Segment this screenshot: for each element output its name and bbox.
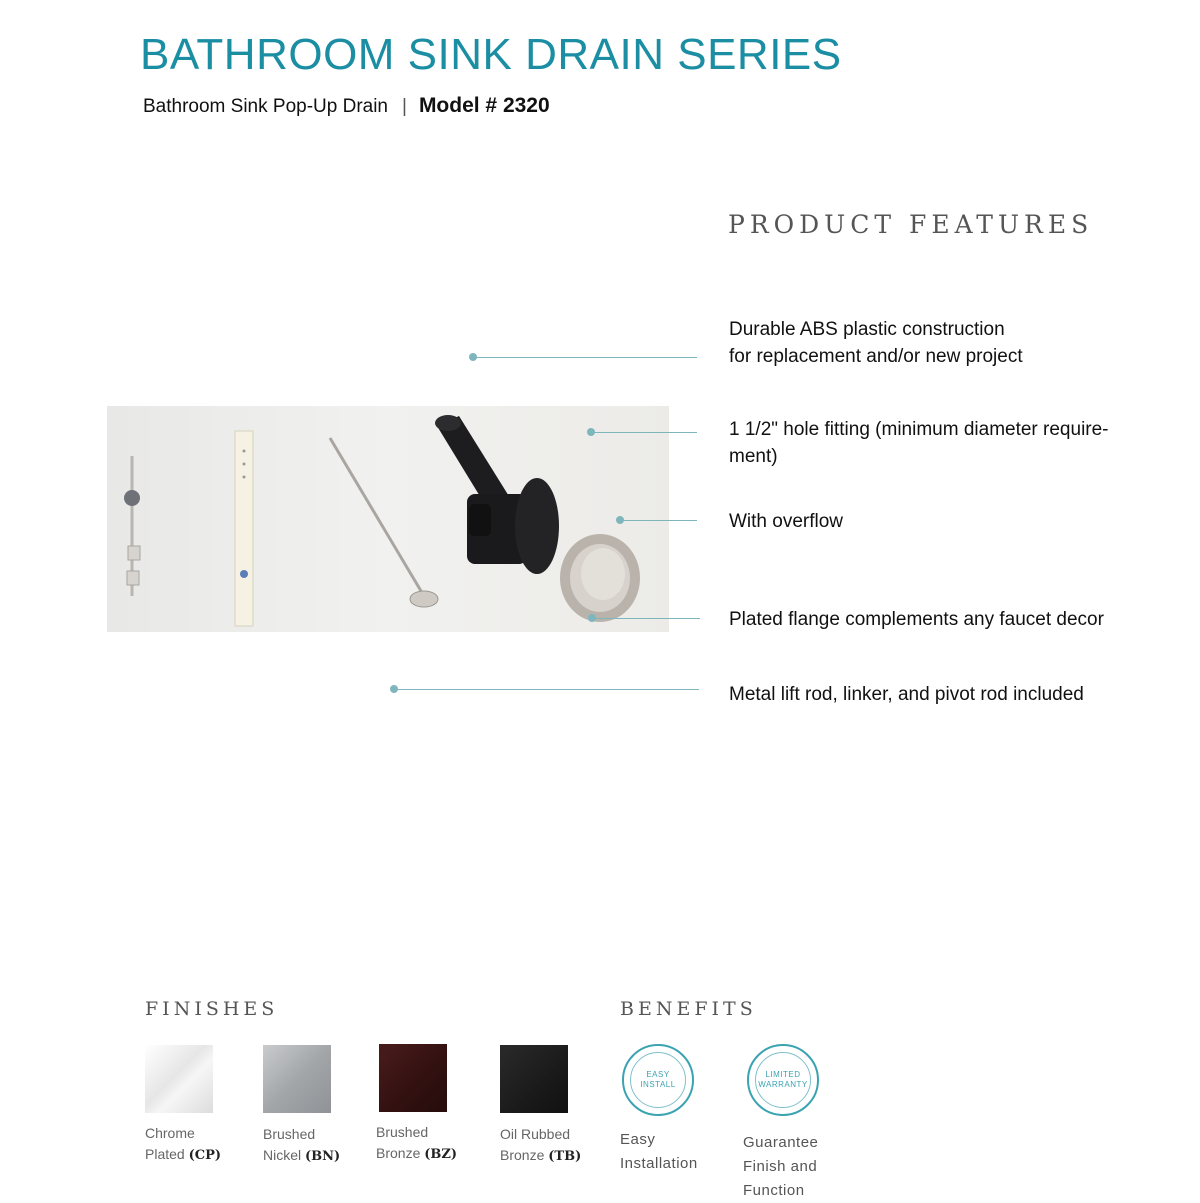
feature-text: Durable ABS plastic construction	[729, 319, 1005, 340]
feature-item	[729, 508, 1179, 535]
finish-label: Oil Rubbed Bronze (TB)	[500, 1126, 582, 1164]
swatch-oil-rubbed-bronze	[500, 1045, 568, 1113]
linkage-strap-image	[235, 431, 253, 626]
finish-label: Brushed Nickel (BN)	[263, 1126, 341, 1164]
features-heading: PRODUCT FEATURES	[728, 210, 1094, 239]
badge-text: EASY INSTALL	[630, 1052, 686, 1108]
model-number: Model # 2320	[418, 94, 550, 117]
feature-text: Plated flange complements any faucet decor	[729, 609, 1104, 630]
leader-line-1	[473, 357, 697, 358]
benefit-label: Guarantee Finish and Function	[743, 1134, 819, 1199]
pivot-rod-image	[124, 456, 140, 596]
finish-label: Brushed Bronze (BZ)	[376, 1124, 458, 1162]
leader-line-3	[620, 520, 697, 521]
leader-line-4	[592, 618, 700, 619]
feature-text: With overflow	[729, 511, 844, 532]
page-title: BATHROOM SINK DRAIN SERIES	[140, 30, 842, 79]
benefit-label: Easy Installation	[620, 1131, 698, 1172]
feature-text: ment)	[729, 446, 778, 467]
separator: |	[402, 96, 407, 117]
feature-text: for replacement and/or new project	[729, 346, 1023, 367]
feature-item	[729, 681, 1179, 708]
swatch-brushed-nickel	[263, 1045, 331, 1113]
feature-item	[729, 416, 1179, 470]
leader-line-5	[394, 689, 699, 690]
feature-item	[729, 606, 1179, 633]
feature-text: 1 1/2" hole fitting (minimum diameter require-	[729, 419, 1109, 440]
badge-text: LIMITED WARRANTY	[755, 1052, 811, 1108]
easy-install-badge-icon	[622, 1044, 694, 1116]
subtitle-line	[143, 94, 550, 118]
finishes-heading: FINISHES	[145, 998, 279, 1020]
swatch-brushed-bronze	[379, 1044, 447, 1112]
product-subtitle: Bathroom Sink Pop-Up Drain	[143, 96, 388, 117]
finish-label: Chrome Plated (CP)	[145, 1125, 222, 1163]
warranty-badge-icon	[747, 1044, 819, 1116]
lift-rod-image	[330, 438, 438, 607]
swatch-chrome	[145, 1045, 213, 1113]
drain-kit-illustration	[107, 406, 669, 632]
feature-item	[729, 316, 1179, 370]
leader-line-2	[591, 432, 697, 433]
feature-text: Metal lift rod, linker, and pivot rod included	[729, 684, 1084, 705]
benefits-heading: BENEFITS	[620, 998, 757, 1020]
product-photo	[107, 406, 669, 632]
drain-body-image	[435, 415, 640, 622]
